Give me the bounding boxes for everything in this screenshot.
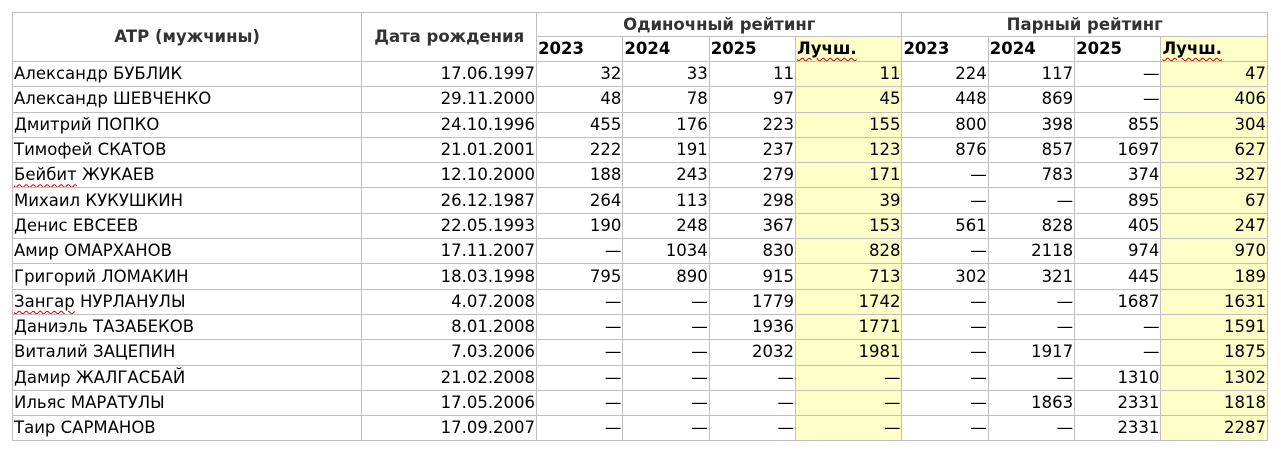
table-row bbox=[13, 416, 1268, 441]
table-row bbox=[13, 390, 1268, 415]
singles-2023-cell: — bbox=[537, 340, 623, 365]
singles-2024-cell: 248 bbox=[623, 213, 709, 238]
player-name: Александр ШЕВЧЕНКО bbox=[13, 87, 362, 112]
doubles-2023-cell: 561 bbox=[902, 213, 988, 238]
singles-2024-cell: 890 bbox=[623, 264, 709, 289]
doubles-best-cell: 189 bbox=[1161, 264, 1268, 289]
singles-2025-cell: — bbox=[709, 390, 795, 415]
birth-date: 18.03.1998 bbox=[362, 264, 537, 289]
singles-best-cell: 171 bbox=[796, 163, 902, 188]
doubles-2023-cell: 800 bbox=[902, 112, 988, 137]
table-row bbox=[13, 137, 1268, 162]
singles-2023-cell: 264 bbox=[537, 188, 623, 213]
birth-date: 24.10.1996 bbox=[362, 112, 537, 137]
singles-2025-cell: — bbox=[709, 416, 795, 441]
singles-2025-cell: — bbox=[709, 365, 795, 390]
player-name: Даниэль ТАЗАБЕКОВ bbox=[13, 314, 362, 339]
singles-2024-cell: 1034 bbox=[623, 239, 709, 264]
table-header bbox=[13, 13, 1268, 62]
doubles-2024-cell: 1863 bbox=[988, 390, 1074, 415]
singles-2025-cell: 1936 bbox=[709, 314, 795, 339]
header-singles-best-label: Лучш. bbox=[797, 39, 857, 58]
singles-2024-cell: 78 bbox=[623, 87, 709, 112]
doubles-2025-cell: — bbox=[1075, 62, 1161, 87]
table-row bbox=[13, 239, 1268, 264]
singles-best-cell: 155 bbox=[796, 112, 902, 137]
doubles-2025-cell: 1687 bbox=[1075, 289, 1161, 314]
doubles-best-cell: 627 bbox=[1161, 137, 1268, 162]
singles-2024-cell: — bbox=[623, 390, 709, 415]
doubles-2023-cell: — bbox=[902, 289, 988, 314]
singles-2024-cell: 113 bbox=[623, 188, 709, 213]
doubles-2024-cell: 857 bbox=[988, 137, 1074, 162]
singles-2023-cell: — bbox=[537, 390, 623, 415]
singles-2024-cell: — bbox=[623, 416, 709, 441]
doubles-best-cell: 67 bbox=[1161, 188, 1268, 213]
header-singles-2023: 2023 bbox=[537, 37, 623, 62]
singles-2025-cell: 1779 bbox=[709, 289, 795, 314]
doubles-2023-cell: 876 bbox=[902, 137, 988, 162]
singles-2025-cell: 830 bbox=[709, 239, 795, 264]
singles-2024-cell: 191 bbox=[623, 137, 709, 162]
player-first-name: Зангар bbox=[14, 291, 75, 311]
doubles-2024-cell: — bbox=[988, 365, 1074, 390]
doubles-2023-cell: 302 bbox=[902, 264, 988, 289]
player-name: Александр БУБЛИК bbox=[13, 62, 362, 87]
doubles-2023-cell: — bbox=[902, 239, 988, 264]
header-doubles-best bbox=[1161, 37, 1268, 62]
birth-date: 21.01.2001 bbox=[362, 137, 537, 162]
rankings-table bbox=[12, 12, 1268, 441]
birth-date: 17.05.2006 bbox=[362, 390, 537, 415]
birth-date: 4.07.2008 bbox=[362, 289, 537, 314]
doubles-2025-cell: — bbox=[1075, 87, 1161, 112]
singles-best-cell: 1742 bbox=[796, 289, 902, 314]
birth-date: 26.12.1987 bbox=[362, 188, 537, 213]
doubles-2024-cell: — bbox=[988, 416, 1074, 441]
singles-best-cell: 45 bbox=[796, 87, 902, 112]
doubles-2023-cell: 448 bbox=[902, 87, 988, 112]
doubles-2025-cell: 2331 bbox=[1075, 390, 1161, 415]
doubles-best-cell: 47 bbox=[1161, 62, 1268, 87]
player-last-name: НУРЛАНУЛЫ bbox=[74, 291, 186, 311]
player-name: Таир САРМАНОВ bbox=[13, 416, 362, 441]
doubles-best-cell: 1591 bbox=[1161, 314, 1268, 339]
doubles-2024-cell: 2118 bbox=[988, 239, 1074, 264]
doubles-2024-cell: 398 bbox=[988, 112, 1074, 137]
player-first-name: Бейбит bbox=[14, 165, 77, 185]
singles-best-cell: 11 bbox=[796, 62, 902, 87]
singles-2025-cell: 279 bbox=[709, 163, 795, 188]
header-doubles-best-label: Лучш. bbox=[1162, 39, 1223, 58]
player-name: Ильяс МАРАТУЛЫ bbox=[13, 390, 362, 415]
header-doubles-2025: 2025 bbox=[1075, 37, 1161, 62]
birth-date: 22.05.1993 bbox=[362, 213, 537, 238]
singles-2023-cell: — bbox=[537, 314, 623, 339]
singles-best-cell: 1981 bbox=[796, 340, 902, 365]
birth-date: 8.01.2008 bbox=[362, 314, 537, 339]
singles-2023-cell: — bbox=[537, 289, 623, 314]
table-row bbox=[13, 264, 1268, 289]
doubles-2024-cell: 1917 bbox=[988, 340, 1074, 365]
singles-2023-cell: 795 bbox=[537, 264, 623, 289]
doubles-best-cell: 247 bbox=[1161, 213, 1268, 238]
doubles-2023-cell: — bbox=[902, 390, 988, 415]
header-singles-2024: 2024 bbox=[623, 37, 709, 62]
player-name: Григорий ЛОМАКИН bbox=[13, 264, 362, 289]
doubles-2025-cell: 445 bbox=[1075, 264, 1161, 289]
doubles-best-cell: 2287 bbox=[1161, 416, 1268, 441]
doubles-2024-cell: — bbox=[988, 289, 1074, 314]
singles-2024-cell: — bbox=[623, 340, 709, 365]
header-atp: ATP (мужчины) bbox=[13, 13, 362, 62]
table-row bbox=[13, 87, 1268, 112]
singles-best-cell: 153 bbox=[796, 213, 902, 238]
birth-date: 12.10.2000 bbox=[362, 163, 537, 188]
header-doubles-2023: 2023 bbox=[902, 37, 988, 62]
doubles-2023-cell: — bbox=[902, 365, 988, 390]
doubles-2025-cell: 1697 bbox=[1075, 137, 1161, 162]
singles-2025-cell: 11 bbox=[709, 62, 795, 87]
doubles-2025-cell: 1310 bbox=[1075, 365, 1161, 390]
singles-2025-cell: 367 bbox=[709, 213, 795, 238]
singles-2023-cell: 455 bbox=[537, 112, 623, 137]
birth-date: 7.03.2006 bbox=[362, 340, 537, 365]
header-singles-2025: 2025 bbox=[709, 37, 795, 62]
doubles-2025-cell: 855 bbox=[1075, 112, 1161, 137]
player-name: Амир ОМАРХАНОВ bbox=[13, 239, 362, 264]
singles-best-cell: — bbox=[796, 365, 902, 390]
doubles-2025-cell: 2331 bbox=[1075, 416, 1161, 441]
table-body bbox=[13, 62, 1268, 441]
singles-2024-cell: 176 bbox=[623, 112, 709, 137]
doubles-2024-cell: 783 bbox=[988, 163, 1074, 188]
singles-2023-cell: 190 bbox=[537, 213, 623, 238]
player-name: Дамир ЖАЛГАСБАЙ bbox=[13, 365, 362, 390]
singles-best-cell: 713 bbox=[796, 264, 902, 289]
table-row bbox=[13, 213, 1268, 238]
birth-date: 29.11.2000 bbox=[362, 87, 537, 112]
birth-date: 17.06.1997 bbox=[362, 62, 537, 87]
header-singles-best bbox=[796, 37, 902, 62]
doubles-best-cell: 1875 bbox=[1161, 340, 1268, 365]
header-doubles-2024: 2024 bbox=[988, 37, 1074, 62]
doubles-best-cell: 1818 bbox=[1161, 390, 1268, 415]
singles-best-cell: 1771 bbox=[796, 314, 902, 339]
singles-2025-cell: 915 bbox=[709, 264, 795, 289]
player-name: Виталий ЗАЦЕПИН bbox=[13, 340, 362, 365]
singles-best-cell: — bbox=[796, 416, 902, 441]
singles-2023-cell: 48 bbox=[537, 87, 623, 112]
table-row bbox=[13, 314, 1268, 339]
singles-2023-cell: — bbox=[537, 365, 623, 390]
player-name: Дмитрий ПОПКО bbox=[13, 112, 362, 137]
doubles-2024-cell: 117 bbox=[988, 62, 1074, 87]
doubles-2025-cell: — bbox=[1075, 314, 1161, 339]
doubles-2023-cell: 224 bbox=[902, 62, 988, 87]
birth-date: 17.11.2007 bbox=[362, 239, 537, 264]
singles-2023-cell: — bbox=[537, 416, 623, 441]
singles-best-cell: — bbox=[796, 390, 902, 415]
doubles-2025-cell: 974 bbox=[1075, 239, 1161, 264]
singles-2024-cell: — bbox=[623, 365, 709, 390]
player-name bbox=[13, 289, 362, 314]
header-singles: Одиночный рейтинг bbox=[537, 13, 902, 37]
singles-best-cell: 828 bbox=[796, 239, 902, 264]
table-row bbox=[13, 340, 1268, 365]
player-name bbox=[13, 163, 362, 188]
doubles-2024-cell: — bbox=[988, 314, 1074, 339]
player-name: Михаил КУКУШКИН bbox=[13, 188, 362, 213]
table-row bbox=[13, 289, 1268, 314]
doubles-2025-cell: 895 bbox=[1075, 188, 1161, 213]
doubles-2024-cell: 828 bbox=[988, 213, 1074, 238]
doubles-2023-cell: — bbox=[902, 314, 988, 339]
singles-2023-cell: 222 bbox=[537, 137, 623, 162]
header-doubles: Парный рейтинг bbox=[902, 13, 1268, 37]
birth-date: 17.09.2007 bbox=[362, 416, 537, 441]
singles-2025-cell: 298 bbox=[709, 188, 795, 213]
doubles-2025-cell: 405 bbox=[1075, 213, 1161, 238]
table-row bbox=[13, 62, 1268, 87]
doubles-2023-cell: — bbox=[902, 340, 988, 365]
table-row bbox=[13, 163, 1268, 188]
table-row bbox=[13, 112, 1268, 137]
doubles-2025-cell: — bbox=[1075, 340, 1161, 365]
singles-2024-cell: — bbox=[623, 289, 709, 314]
singles-2023-cell: — bbox=[537, 239, 623, 264]
table-row bbox=[13, 365, 1268, 390]
singles-2025-cell: 223 bbox=[709, 112, 795, 137]
singles-best-cell: 39 bbox=[796, 188, 902, 213]
singles-best-cell: 123 bbox=[796, 137, 902, 162]
singles-2024-cell: 243 bbox=[623, 163, 709, 188]
singles-2025-cell: 237 bbox=[709, 137, 795, 162]
doubles-2024-cell: 321 bbox=[988, 264, 1074, 289]
doubles-2023-cell: — bbox=[902, 188, 988, 213]
header-dob: Дата рождения bbox=[362, 13, 537, 62]
player-name: Тимофей СКАТОВ bbox=[13, 137, 362, 162]
player-last-name: ЖУКАЕВ bbox=[76, 165, 155, 185]
doubles-best-cell: 406 bbox=[1161, 87, 1268, 112]
doubles-2023-cell: — bbox=[902, 163, 988, 188]
singles-2023-cell: 188 bbox=[537, 163, 623, 188]
singles-2024-cell: 33 bbox=[623, 62, 709, 87]
doubles-2024-cell: — bbox=[988, 188, 1074, 213]
doubles-best-cell: 1631 bbox=[1161, 289, 1268, 314]
doubles-best-cell: 327 bbox=[1161, 163, 1268, 188]
doubles-best-cell: 304 bbox=[1161, 112, 1268, 137]
birth-date: 21.02.2008 bbox=[362, 365, 537, 390]
doubles-best-cell: 1302 bbox=[1161, 365, 1268, 390]
doubles-2024-cell: 869 bbox=[988, 87, 1074, 112]
player-name: Денис ЕВСЕЕВ bbox=[13, 213, 362, 238]
doubles-best-cell: 970 bbox=[1161, 239, 1268, 264]
singles-2024-cell: — bbox=[623, 314, 709, 339]
singles-2023-cell: 32 bbox=[537, 62, 623, 87]
singles-2025-cell: 2032 bbox=[709, 340, 795, 365]
singles-2025-cell: 97 bbox=[709, 87, 795, 112]
table-row bbox=[13, 188, 1268, 213]
doubles-2023-cell: — bbox=[902, 416, 988, 441]
doubles-2025-cell: 374 bbox=[1075, 163, 1161, 188]
